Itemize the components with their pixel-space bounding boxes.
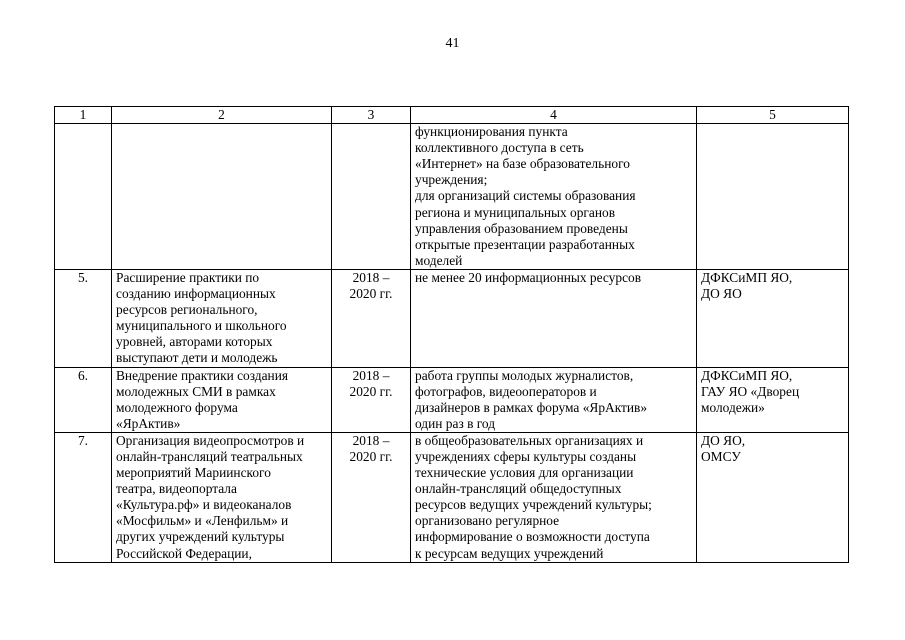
measure-cell: Организация видеопросмотров и онлайн-трансляций театральных мероприятий Мариинского театра, видеопортала «Культура.рф» и видеоканалов «Мосфильм» и «Ленфильм» и других учреждений культуры Российской Федерации, (112, 432, 332, 562)
measure-cell: Расширение практики по созданию информационных ресурсов регионального, муниципального и школьного уровней, авторами которых выступают дети и молодежь (112, 269, 332, 367)
table-row (55, 269, 849, 367)
executor-cell: ДФКСиМП ЯО, ДО ЯО (697, 269, 849, 367)
row-number-cell: 5. (55, 269, 112, 367)
column-header: 5 (697, 107, 849, 124)
row-number-cell: 6. (55, 367, 112, 432)
table-row (55, 367, 849, 432)
row-number-cell: 7. (55, 432, 112, 562)
page-number: 41 (445, 36, 460, 51)
table-header-row (55, 107, 849, 124)
column-header: 2 (112, 107, 332, 124)
column-header: 4 (411, 107, 697, 124)
period-cell: 2018 – 2020 гг. (332, 269, 411, 367)
result-cell: работа группы молодых журналистов, фотографов, видеооператоров и дизайнеров в рамках форума «ЯрАктив» один раз в год (411, 367, 697, 432)
result-cell: в общеобразовательных организациях и учреждениях сферы культуры созданы технические условия для организации онлайн-трансляций общедоступных ресурсов ведущих учреждений культуры; организовано регулярное информирование о возможности доступа к ресурсам ведущих учреждений (411, 432, 697, 562)
executor-cell (697, 124, 849, 270)
column-header: 1 (55, 107, 112, 124)
table-row (55, 432, 849, 562)
result-cell: не менее 20 информационных ресурсов (411, 269, 697, 367)
period-cell (332, 124, 411, 270)
executor-cell: ДФКСиМП ЯО, ГАУ ЯО «Дворец молодежи» (697, 367, 849, 432)
measure-cell (112, 124, 332, 270)
executor-cell: ДО ЯО, ОМСУ (697, 432, 849, 562)
measures-table (54, 106, 849, 563)
table-row (55, 124, 849, 270)
column-header: 3 (332, 107, 411, 124)
result-cell: функционирования пункта коллективного доступа в сеть «Интернет» на базе образовательного учреждения; для организаций системы образования региона и муниципальных органов управления образованием проведены открытые презентации разработанных моделей (411, 124, 697, 270)
row-number-cell (55, 124, 112, 270)
period-cell: 2018 – 2020 гг. (332, 432, 411, 562)
period-cell: 2018 – 2020 гг. (332, 367, 411, 432)
measure-cell: Внедрение практики создания молодежных СМИ в рамках молодежного форума «ЯрАктив» (112, 367, 332, 432)
